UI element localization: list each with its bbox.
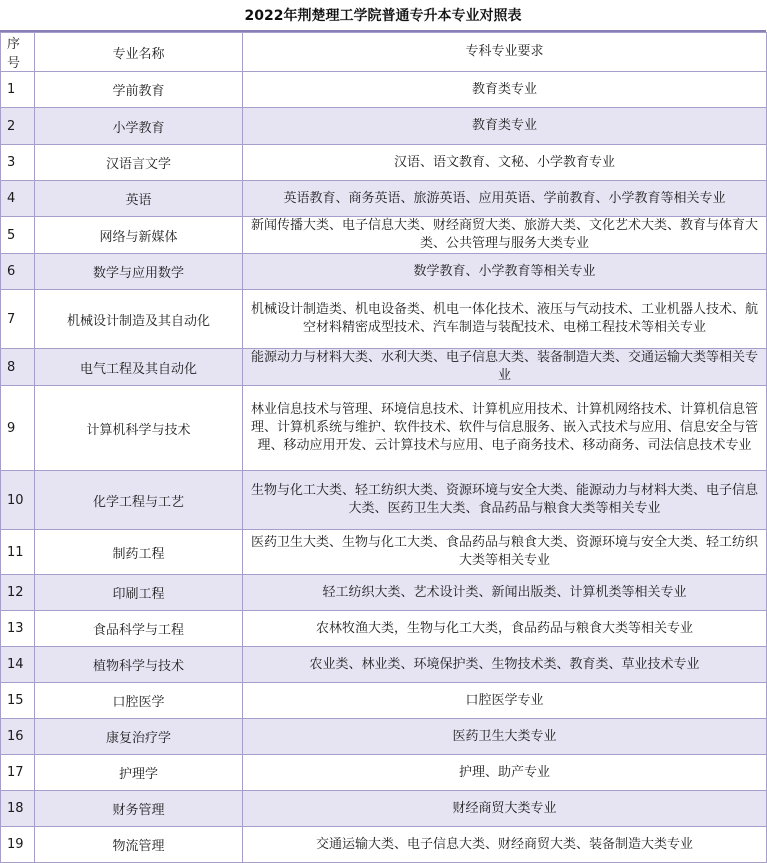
- row-req: 英语教育、商务英语、旅游英语、应用英语、学前教育、小学教育等相关专业: [243, 181, 767, 217]
- row-no: 8: [1, 349, 35, 386]
- table-row: [1, 72, 767, 108]
- table-row: [1, 181, 767, 217]
- row-req: 教育类专业: [243, 108, 767, 145]
- row-req: 能源动力与材料大类、水利大类、电子信息大类、装备制造大类、交通运输大类等相关专业: [243, 349, 767, 386]
- header-row: [1, 33, 767, 72]
- row-name: 口腔医学: [35, 683, 243, 719]
- header-req: 专科专业要求: [243, 33, 767, 72]
- row-no: 16: [1, 719, 35, 755]
- row-no: 7: [1, 290, 35, 349]
- major-table: [0, 32, 767, 863]
- table-row: [1, 755, 767, 791]
- table-row: [1, 386, 767, 471]
- row-no: 13: [1, 611, 35, 647]
- row-name: 网络与新媒体: [35, 217, 243, 254]
- table-row: [1, 530, 767, 575]
- row-name: 学前教育: [35, 72, 243, 108]
- row-no: 14: [1, 647, 35, 683]
- row-no: 18: [1, 791, 35, 827]
- row-name: 物流管理: [35, 827, 243, 863]
- row-name: 制药工程: [35, 530, 243, 575]
- row-no: 15: [1, 683, 35, 719]
- table-row: [1, 145, 767, 181]
- table-row: [1, 683, 767, 719]
- row-name: 电气工程及其自动化: [35, 349, 243, 386]
- table-row: [1, 290, 767, 349]
- table-row: [1, 611, 767, 647]
- table-row: [1, 349, 767, 386]
- row-req: 医药卫生大类、生物与化工大类、食品药品与粮食大类、资源环境与安全大类、轻工纺织大类等相关专业: [243, 530, 767, 575]
- row-no: 19: [1, 827, 35, 863]
- row-no: 3: [1, 145, 35, 181]
- row-no: 4: [1, 181, 35, 217]
- row-name: 护理学: [35, 755, 243, 791]
- row-no: 11: [1, 530, 35, 575]
- row-req: 医药卫生大类专业: [243, 719, 767, 755]
- page-title: 2022年荆楚理工学院普通专升本专业对照表: [0, 0, 766, 32]
- row-req: 新闻传播大类、电子信息大类、财经商贸大类、旅游大类、文化艺术大类、教育与体育大类、公共管理与服务大类专业: [243, 217, 767, 254]
- row-name: 汉语言文学: [35, 145, 243, 181]
- row-req: 轻工纺织大类、艺术设计类、新闻出版类、计算机类等相关专业: [243, 575, 767, 611]
- row-name: 英语: [35, 181, 243, 217]
- header-name: 专业名称: [35, 33, 243, 72]
- row-req: 农业类、林业类、环境保护类、生物技术类、教育类、草业技术专业: [243, 647, 767, 683]
- row-req: 财经商贸大类专业: [243, 791, 767, 827]
- table-row: [1, 217, 767, 254]
- row-req: 口腔医学专业: [243, 683, 767, 719]
- row-name: 康复治疗学: [35, 719, 243, 755]
- row-req: 生物与化工大类、轻工纺织大类、资源环境与安全大类、能源动力与材料大类、电子信息大类、医药卫生大类、食品药品与粮食大类等相关专业: [243, 471, 767, 530]
- row-req: 护理、助产专业: [243, 755, 767, 791]
- row-req: 交通运输大类、电子信息大类、财经商贸大类、装备制造大类专业: [243, 827, 767, 863]
- row-no: 9: [1, 386, 35, 471]
- row-name: 化学工程与工艺: [35, 471, 243, 530]
- row-name: 小学教育: [35, 108, 243, 145]
- table-row: [1, 791, 767, 827]
- row-req: 农林牧渔大类，生物与化工大类，食品药品与粮食大类等相关专业: [243, 611, 767, 647]
- row-no: 2: [1, 108, 35, 145]
- table-row: [1, 254, 767, 290]
- row-no: 1: [1, 72, 35, 108]
- row-name: 机械设计制造及其自动化: [35, 290, 243, 349]
- table-row: [1, 108, 767, 145]
- row-name: 植物科学与技术: [35, 647, 243, 683]
- row-name: 财务管理: [35, 791, 243, 827]
- row-no: 17: [1, 755, 35, 791]
- row-no: 5: [1, 217, 35, 254]
- row-req: 汉语、语文教育、文秘、小学教育专业: [243, 145, 767, 181]
- table-row: [1, 719, 767, 755]
- row-name: 计算机科学与技术: [35, 386, 243, 471]
- row-req: 数学教育、小学教育等相关专业: [243, 254, 767, 290]
- row-name: 数学与应用数学: [35, 254, 243, 290]
- row-req: 机械设计制造类、机电设备类、机电一体化技术、液压与气动技术、工业机器人技术、航空材料精密成型技术、汽车制造与装配技术、电梯工程技术等相关专业: [243, 290, 767, 349]
- row-name: 印刷工程: [35, 575, 243, 611]
- header-no: 序号: [1, 33, 35, 72]
- table-row: [1, 471, 767, 530]
- row-req: 林业信息技术与管理、环境信息技术、计算机应用技术、计算机网络技术、计算机信息管理、计算机系统与维护、软件技术、软件与信息服务、嵌入式技术与应用、信息安全与管理、移动应用开发、云计算技术与应用、电子商务技术、移动商务、司法信息技术专业: [243, 386, 767, 471]
- row-no: 12: [1, 575, 35, 611]
- table-row: [1, 827, 767, 863]
- row-no: 10: [1, 471, 35, 530]
- row-req: 教育类专业: [243, 72, 767, 108]
- row-no: 6: [1, 254, 35, 290]
- row-name: 食品科学与工程: [35, 611, 243, 647]
- table-row: [1, 647, 767, 683]
- table-row: [1, 575, 767, 611]
